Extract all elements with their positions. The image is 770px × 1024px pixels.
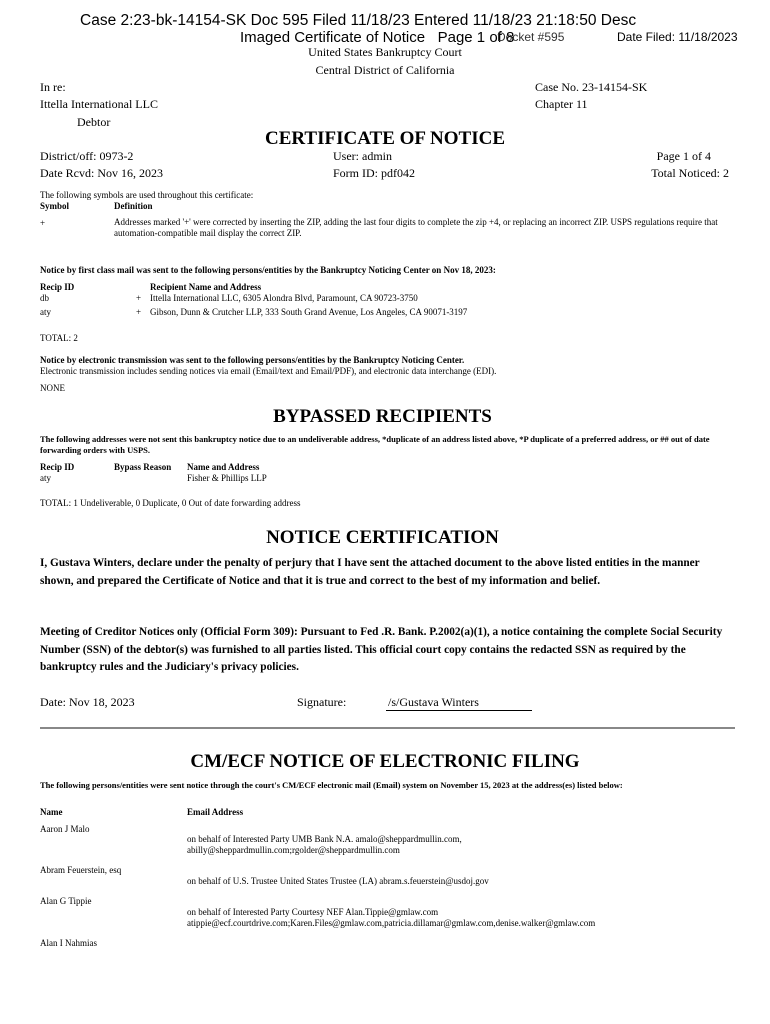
form-id: Form ID: pdf042 (333, 166, 415, 180)
date-received: Date Rcvd: Nov 16, 2023 (40, 166, 163, 180)
symbol-column-header: Symbol (40, 201, 70, 211)
cmecf-party-name: Aaron J Malo (40, 824, 90, 834)
signature-label: Signature: (297, 695, 347, 709)
first-class-total: TOTAL: 2 (40, 333, 78, 343)
plus-symbol: + (40, 218, 46, 228)
electronic-subtext: Electronic transmission includes sending notices via email (Email/text and Email/PDF), and electronic data interchange (EDI). (40, 366, 497, 376)
court-name: United States Bankruptcy Court (308, 45, 462, 59)
case-number: Case No. 23-14154-SK (535, 80, 648, 94)
debtor-label: Debtor (77, 115, 111, 129)
recipient-mark: + (136, 307, 142, 317)
bypassed-title: BYPASSED RECIPIENTS (273, 406, 492, 427)
chapter: Chapter 11 (535, 97, 588, 111)
first-class-heading: Notice by first class mail was sent to the following persons/entities by the Bankruptcy Noticing Center on Nov 18, 2023: (40, 265, 496, 275)
ssn-notice-paragraph: Meeting of Creditor Notices only (Official Form 309): Pursuant to Fed .R. Bank. P.2002(a)(1), a notice containing the complete Social Security Number (SSN) of the debtor(s) was furnished to all parties listed. This official court copy contains the redacted SSN as required by the bankruptcy rules and the Judiciary's privacy policies. (40, 626, 723, 673)
symbols-intro: The following symbols are used throughout this certificate: (40, 190, 254, 200)
recipient-address: Gibson, Dunn & Crutcher LLP, 333 South Grand Avenue, Los Angeles, CA 90071-3197 (150, 307, 468, 317)
section-divider (40, 727, 735, 729)
total-noticed: Total Noticed: 2 (651, 166, 729, 180)
docket-number: Docket #595 (497, 30, 565, 44)
date-filed: Date Filed: 11/18/2023 (617, 30, 738, 44)
certification-declaration: I, Gustava Winters, declare under the penalty of perjury that I have sent the attached document to the above listed entities in the manner shown, and prepared the Certificate of Notice and that it is true and correct to the best of my information and belief. (40, 557, 700, 587)
recipient-address: Ittella International LLC, 6305 Alondra Blvd, Paramount, CA 90723-3750 (150, 293, 418, 303)
bypassed-intro: The following addresses were not sent this bankruptcy notice due to an undeliverable address, *duplicate of an address listed above, *P duplicate of a preferred address, or ## out of date forwarding orders with USPS. (40, 434, 710, 455)
recipient-id: db (40, 293, 49, 303)
stamp-certificate-label: Imaged Certificate of Notice (240, 29, 426, 46)
bypass-recip-id: aty (40, 473, 51, 483)
cmecf-party-name: Abram Feuerstein, esq (40, 865, 122, 875)
bypass-recip-id-header: Recip ID (40, 462, 75, 472)
bypass-name: Fisher & Phillips LLP (187, 473, 267, 483)
in-re-label: In re: (40, 80, 66, 94)
certificate-title: CERTIFICATE OF NOTICE (264, 128, 506, 149)
electronic-none: NONE (40, 383, 65, 393)
certification-title: NOTICE CERTIFICATION (266, 527, 499, 548)
cmecf-party-email: on behalf of U.S. Trustee United States Trustee (LA) abram.s.feuerstein@usdoj.gov (187, 876, 489, 886)
bypass-name-header: Name and Address (187, 462, 260, 472)
page-count: Page 1 of 4 (656, 149, 711, 163)
court-district: Central District of California (315, 63, 455, 77)
cmecf-party-email: abilly@sheppardmullin.com;rgolder@sheppardmullin.com (187, 845, 400, 855)
cmecf-party-name: Alan G Tippie (40, 896, 92, 906)
signature-underline (386, 710, 532, 711)
cmecf-party-name: Alan I Nahmias (40, 938, 97, 948)
definition-column-header: Definition (114, 201, 153, 211)
user: User: admin (333, 149, 392, 163)
debtor-name: Ittella International LLC (40, 97, 158, 111)
cmecf-party-email: on behalf of Interested Party Courtesy NEF Alan.Tippie@gmlaw.com (187, 907, 439, 917)
bypass-total: TOTAL: 1 Undeliverable, 0 Duplicate, 0 Out of date forwarding address (40, 498, 301, 508)
recipient-mark: + (136, 293, 142, 303)
cmecf-name-header: Name (40, 807, 63, 817)
stamp-line-2 (240, 29, 514, 46)
cmecf-title: CM/ECF NOTICE OF ELECTRONIC FILING (190, 751, 580, 772)
cmecf-party-email: atippie@ecf.courtdrive.com;Karen.Files@gmlaw.com,patricia.dillamar@gmlaw.com,denise.walker@gmlaw.com (187, 918, 596, 928)
cmecf-intro: The following persons/entities were sent notice through the court's CM/ECF electronic mail (Email) system on November 15, 2023 at the address(es) listed below: (40, 780, 623, 790)
plus-definition: Addresses marked '+' were corrected by inserting the ZIP, adding the last four digits to complete the zip +4, or replacing an incorrect ZIP. USPS regulations require that automation-compatible mail display the correct ZIP. (114, 217, 718, 238)
recipient-name-header: Recipient Name and Address (150, 282, 262, 292)
bypass-reason-header: Bypass Reason (114, 462, 172, 472)
electronic-heading: Notice by electronic transmission was sent to the following persons/entities by the Bankruptcy Noticing Center. (40, 355, 465, 365)
district-office: District/off: 0973-2 (40, 149, 134, 163)
signature-value: /s/Gustava Winters (388, 695, 479, 709)
certification-date: Date: Nov 18, 2023 (40, 695, 135, 709)
recipient-id: aty (40, 307, 51, 317)
recip-id-header: Recip ID (40, 282, 75, 292)
stamp-page-label: Page 1 of 8 (437, 29, 515, 46)
cmecf-party-email: on behalf of Interested Party UMB Bank N.A. amalo@sheppardmullin.com, (187, 834, 462, 844)
cmecf-email-header: Email Address (187, 807, 244, 817)
stamp-line-1: Case 2:23-bk-14154-SK Doc 595 Filed 11/18/23 Entered 11/18/23 21:18:50 Desc (80, 12, 637, 29)
